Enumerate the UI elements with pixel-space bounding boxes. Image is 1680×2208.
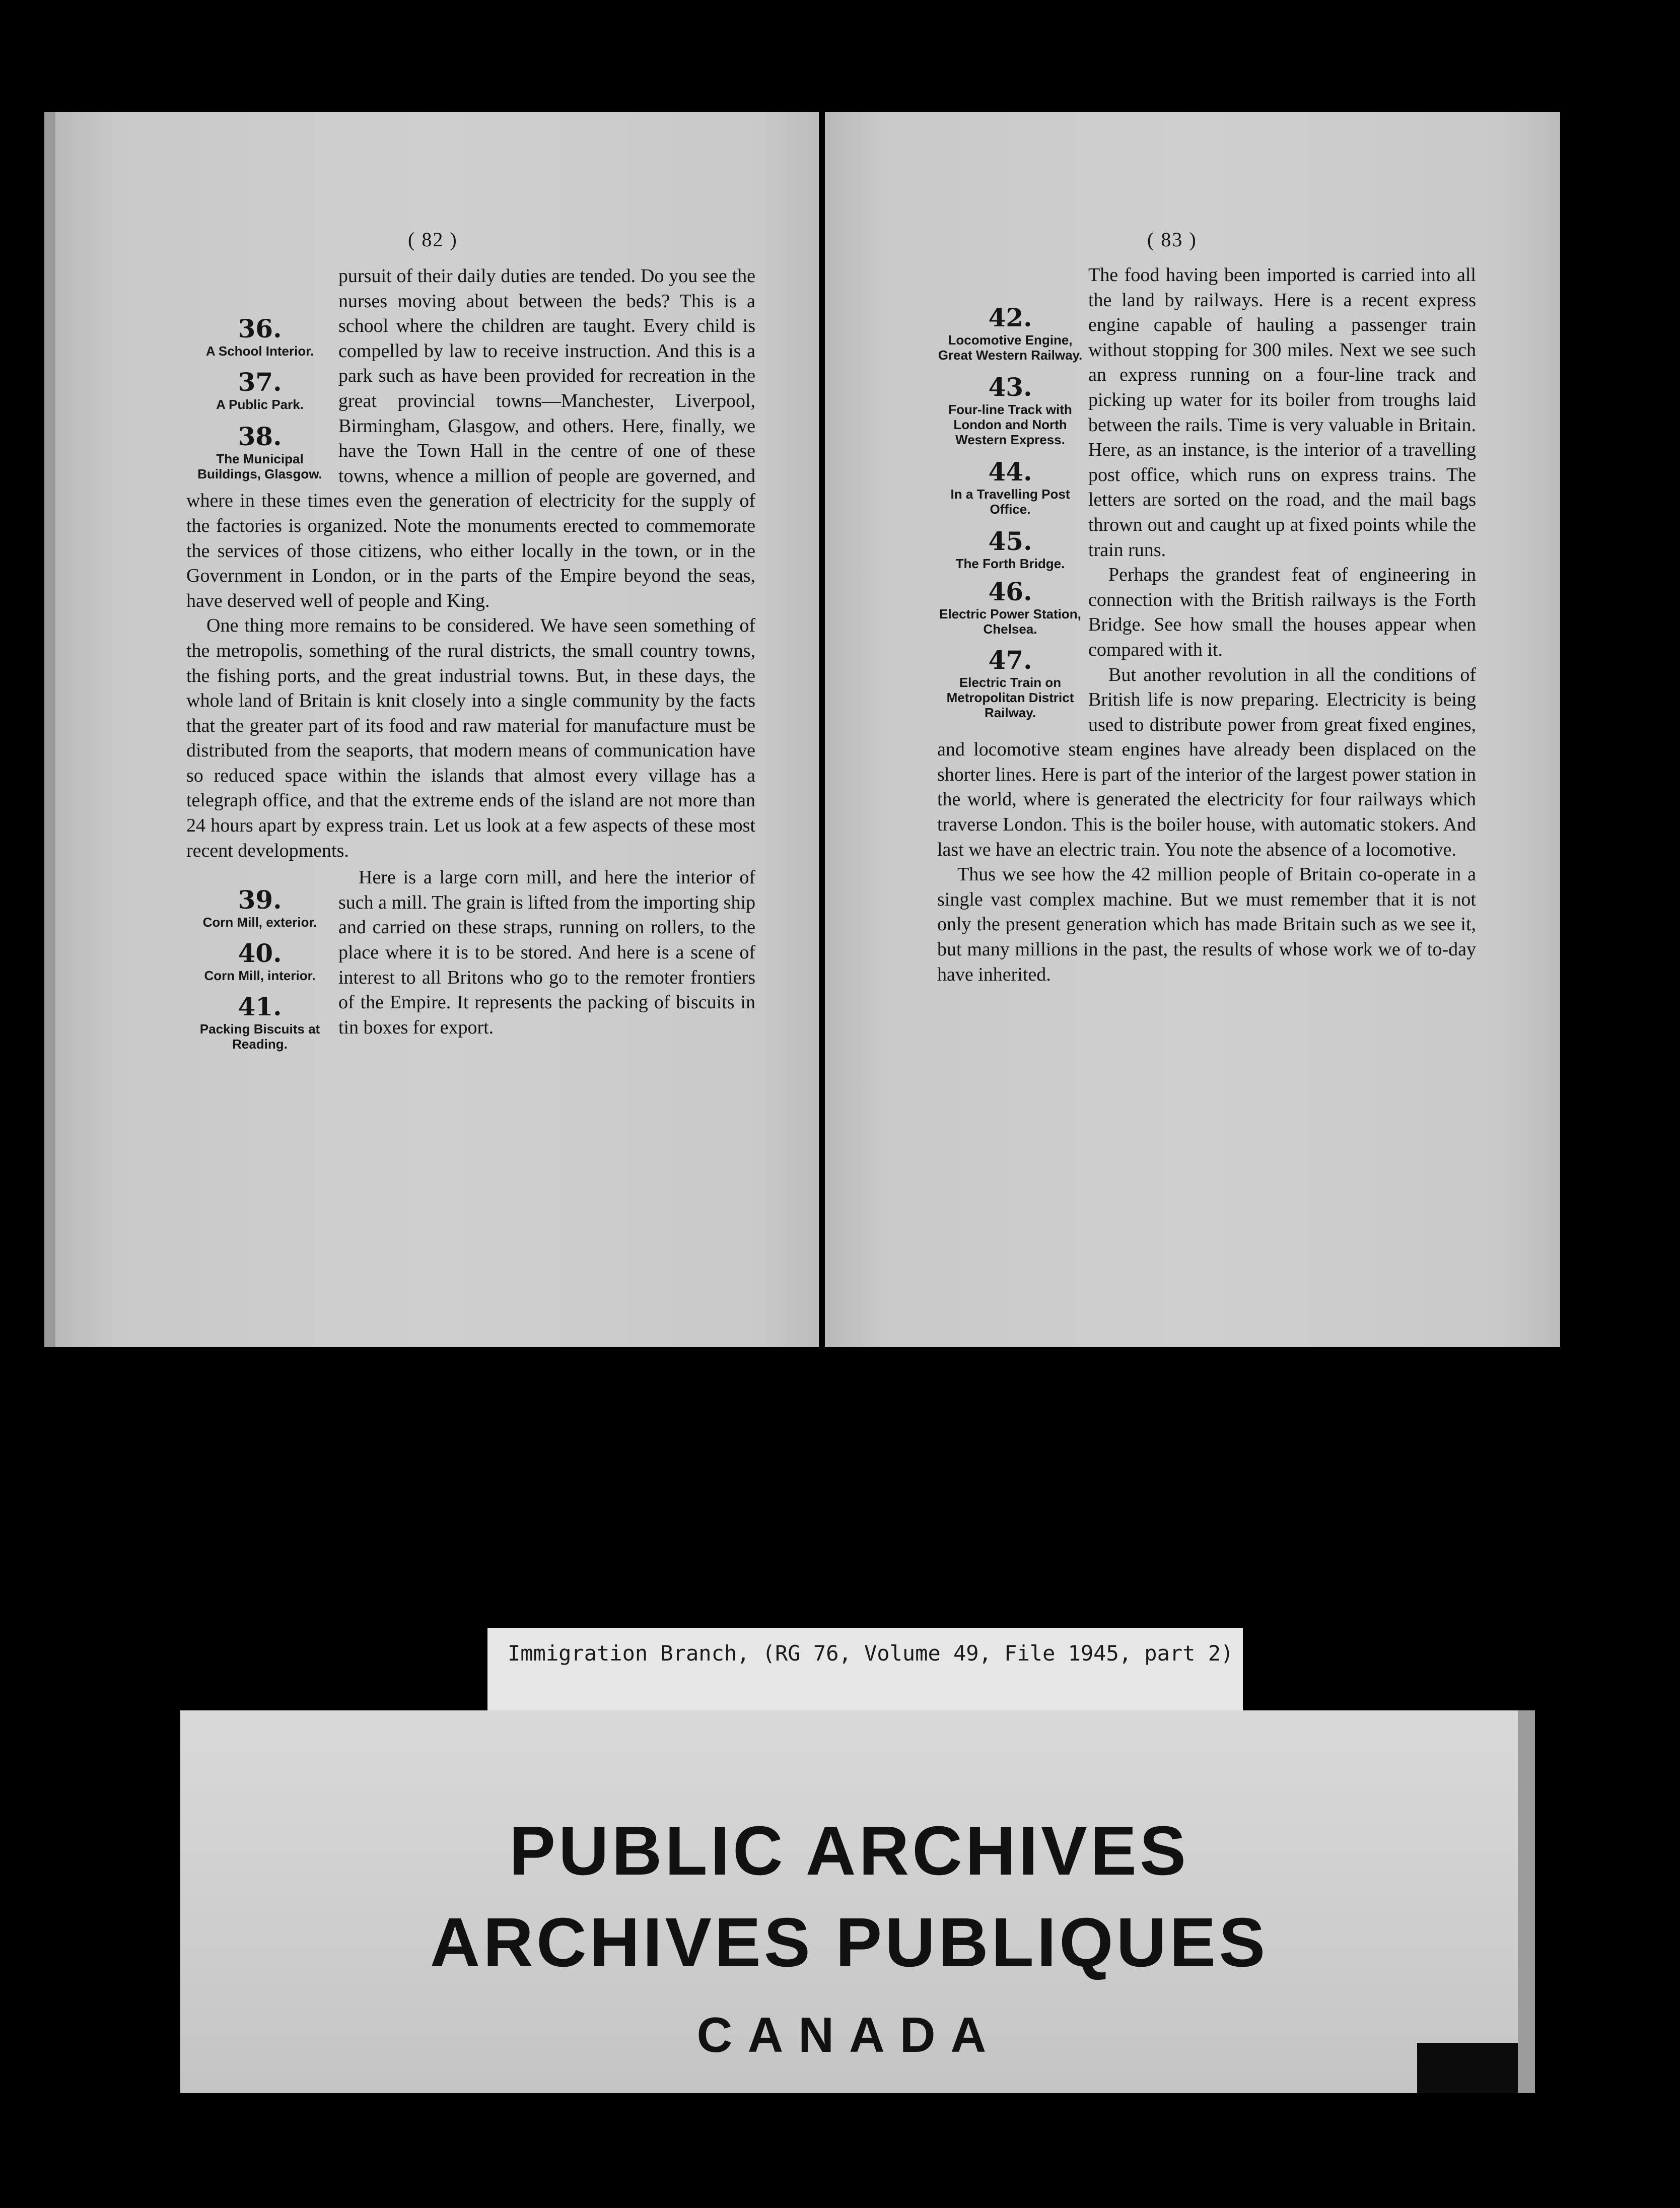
page-number: ( 82 ) <box>408 228 458 251</box>
note-number: 46. <box>988 577 1032 606</box>
paragraph-text: The food having been imported is carried into all the land by railways. Here is a recent express engine capable of hauling a passenger train without stopping for 300 miles. Next we see such an express running on a four-line track and picking up water for its boiler from troughs laid between the rails. Time is very valuable in Britain. Here, as an instance, is the interior of a travelling post office, which runs on express trains. The letters are sorted on the road, and the mail bags thrown out and caught up at fixed points while the train runs. <box>1088 264 1476 561</box>
note-number: 36. <box>238 314 282 343</box>
note-number: 47. <box>988 645 1032 675</box>
note-caption: The Forth Bridge. <box>955 556 1065 571</box>
note-caption: Packing Biscuits at Reading. <box>199 1021 320 1052</box>
text-column <box>186 264 755 1052</box>
paragraph-text: But another revolution in all the conditions of British life is now preparing. Electricity is being used to distribute power from great fixed engines, and locomotive steam engines have already been displaced on the shorter lines. Here is part of the interior of the largest power station in the world, where is generated the electricity for four railways which traverse London. This is the boiler house, with automatic stokers. And last we have an electric train. You note the absence of a locomotive. <box>937 664 1476 860</box>
note-caption: Electric Train on Metropolitan District Railway. <box>946 675 1074 720</box>
margin-note <box>186 368 333 412</box>
text-column <box>937 263 1476 987</box>
note-number: 41. <box>238 992 282 1022</box>
note-number: 39. <box>238 885 282 915</box>
archive-reference-label: Immigration Branch, (RG 76, Volume 49, File 1945, part 2) <box>487 1628 1243 1734</box>
stamp-notch <box>1417 2043 1518 2093</box>
note-number: 44. <box>988 457 1032 487</box>
note-caption: Corn Mill, interior. <box>204 968 316 984</box>
note-number: 40. <box>238 938 282 969</box>
note-number: 37. <box>238 367 282 397</box>
paragraph-text: Perhaps the grandest feat of engineering in connection with the British railways is the Forth Bridge. See how small the houses appear when compared with it. <box>1088 564 1476 660</box>
paragraph <box>186 264 755 613</box>
note-number: 38. <box>238 422 282 451</box>
note-caption: Corn Mill, exterior. <box>202 915 317 930</box>
margin-note <box>937 646 1083 720</box>
note-caption: A Public Park. <box>216 397 304 412</box>
note-caption: The Municipal Buildings, Glasgow. <box>197 451 322 481</box>
note-number: 42. <box>988 303 1032 332</box>
archives-stamp <box>180 1710 1535 2093</box>
note-caption: Locomotive Engine, Great Western Railway. <box>938 332 1083 363</box>
margin-note <box>937 577 1083 637</box>
note-caption: In a Travelling Post Office. <box>950 487 1070 517</box>
book-spread <box>44 112 1560 1347</box>
paragraph <box>186 865 755 1052</box>
margin-note <box>186 939 333 983</box>
margin-note <box>186 314 333 359</box>
margin-note <box>937 457 1083 517</box>
note-number: 43. <box>988 372 1032 402</box>
margin-note <box>186 422 333 481</box>
stamp-line: ARCHIVES PUBLIQUES <box>430 1904 1269 1981</box>
stamp-line: CANADA <box>696 2007 1002 2062</box>
margin-note <box>937 527 1083 571</box>
margin-note <box>186 885 333 930</box>
paragraph-text: pursuit of their daily duties are tended. Do you see the nurses moving about between the beds? This is a school where the children are taught. Every child is compelled by law to receive instruction. And this is a park such as have been provided for recreation in the great provincial towns—Manchester, Liverpool, Birmingham, Glasgow, and others. Here, finally, we have the Town Hall in the centre of one of these towns, whence a million of people are governed, and where in these times even the generation of electricity for the supply of the factories is organized. Note the monuments erected to commemorate the services of those citizens, who either locally in the town, or in the Government in London, or in the parts of the Empire beyond the seas, have deserved well of people and King. <box>186 265 755 611</box>
margin-note <box>186 992 333 1052</box>
page-83 <box>825 112 1560 1347</box>
margin-note <box>937 373 1083 447</box>
page-number: ( 83 ) <box>1147 228 1197 251</box>
note-caption: Electric Power Station, Chelsea. <box>939 606 1081 637</box>
note-caption: Four-line Track with London and North Western Express. <box>948 402 1072 447</box>
paragraph: One thing more remains to be considered. We have seen something of the metropolis, something of the rural districts, the small country towns, the fishing ports, and the great industrial towns. But, in these days, the whole land of Britain is knit closely into a single community by the facts that the greater part of its food and raw material for manufacture must be distributed from the seaports, that modern means of communication have so reduced space within the islands that almost every village has a telegraph office, and that the extreme ends of the island are not more than 24 hours apart by express train. Let us look at a few aspects of these most recent developments. <box>186 615 755 861</box>
note-number: 45. <box>988 526 1032 556</box>
paragraph: Thus we see how the 42 million people of Britain co-operate in a single vast complex machine. But we must remember that it is not only the present generation which has made Britain such as we see it, but many millions in the past, the results of whose work we of to-day have inherited. <box>937 864 1476 985</box>
paragraph-text: Here is a large corn mill, and here the interior of such a mill. The grain is lifted from the importing ship and carried on these straps, running on rollers, to the place where it is to be stored. And here is a scene of interest to all Britons who go to the remoter frontiers of the Empire. It represents the packing of biscuits in tin boxes for export. <box>338 867 755 1038</box>
note-caption: A School Interior. <box>205 343 314 359</box>
margin-note <box>937 303 1083 363</box>
page-82 <box>44 112 819 1347</box>
stamp-line: PUBLIC ARCHIVES <box>509 1812 1189 1890</box>
paragraph <box>937 263 1476 862</box>
